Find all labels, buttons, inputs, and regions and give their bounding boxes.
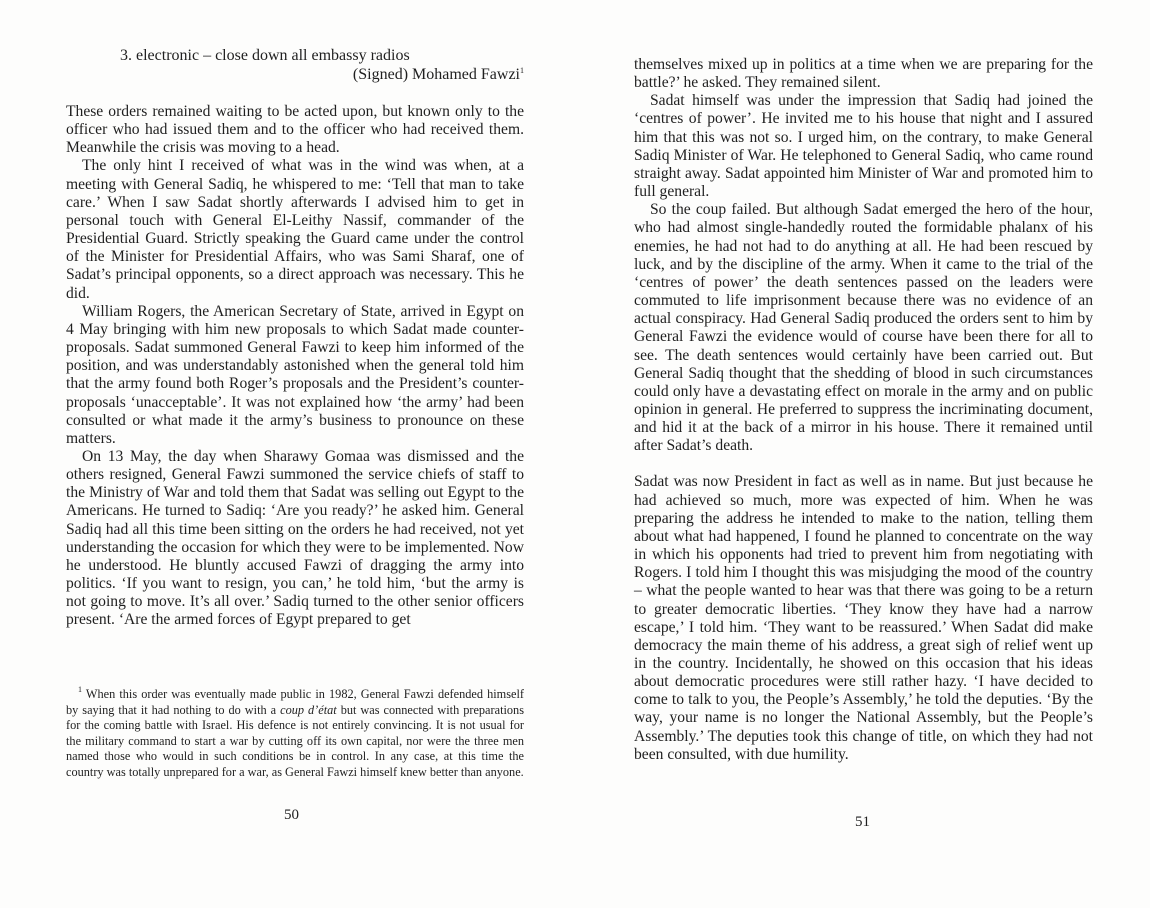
footnote-text-end: but was connected with preparations for the coming battle with Israel. His defence is not entirely convincing. It is not usual for the military command to start a war by cutting off its own capital, nor were the three men named those who would in such conditions be in control. In any case, at this time the country was totally unprepared for a war, as General Fawzi himself knew better than anyone. bbox=[66, 702, 524, 779]
footnote-text-start: When this order was eventually made public in 1982, General Fawzi defended himself by saying that it had nothing to do with a bbox=[66, 687, 524, 717]
page-number: 51 bbox=[855, 814, 870, 830]
footnote-reference: 1 bbox=[520, 66, 524, 75]
footnote bbox=[66, 687, 524, 780]
left-page-body bbox=[66, 103, 524, 630]
signature-line bbox=[353, 66, 524, 84]
right-page-body bbox=[634, 56, 1093, 764]
order-list-item: 3. electronic – close down all embassy radios bbox=[120, 47, 410, 64]
paragraph: William Rogers, the American Secretary of State, arrived in Egypt on 4 May bringing with him new proposals to which Sadat made counter-proposals. Sadat summoned General Fawzi to keep him informed of the position, and was understandably astonished when the general told him that the army found both Roger’s proposals and the President’s counter-proposals ‘unacceptable’. It was not explained how ‘the army’ had been consulted or what made it the army’s business to pronounce on these matters. bbox=[66, 302, 524, 447]
paragraph: On 13 May, the day when Sharawy Gomaa was dismissed and the others resigned, General Fawzi summoned the service chiefs of staff to the Ministry of War and told them that Sadat was selling out Egypt to the Americans. He turned to Sadiq: ‘Are you ready?’ he asked him. General Sadiq had all this time been sitting on the orders he had received, not yet understanding the occasion for which they were to be implemented. Now he understood. He bluntly accused Fawzi of dragging the army into politics. ‘If you want to resign, you can,’ he told him, ‘but the army is not going to move. It’s all over.’ Sadiq turned to the other senior officers present. ‘Are the armed forces of Egypt prepared to get bbox=[66, 447, 524, 629]
paragraph: The only hint I received of what was in the wind was when, at a meeting with General Sadiq, he whispered to me: ‘Tell that man to take care.’ When I saw Sadat shortly afterwards I advised him to get in personal touch with General El-Leithy Nassif, commander of the Presidential Guard. Strictly speaking the Guard came under the control of the Minister for Presidential Affairs, who was Sami Sharaf, one of Sadat’s principal opponents, so a direct approach was necessary. This he did. bbox=[66, 157, 524, 302]
paragraph: Sadat was now President in fact as well as in name. But just because he had achieved so much, more was expected of him. When he was preparing the address he intended to make to the nation, telling them about what had happened, I found he planned to concentrate on the way in which his opponents had tried to prevent him from negotiating with Rogers. I told him I thought this was misjudging the mood of the country – what the people wanted to hear was that there was going to be a return to greater democratic liberties. ‘They know they have had a narrow escape,’ I told him. ‘They want to be reassured.’ When Sadat did make democracy the main theme of his address, a great sigh of relief went up in the country. Incidentally, he showed on this occasion that his ideas about democratic procedures were still rather hazy. ‘I have decided to come to talk to you, the People’s Assembly,’ he told the deputies. ‘By the way, your name is no longer the National Assembly, but the People’s Assembly.’ The deputies took this change of title, on which they had not been consulted, with due humility. bbox=[634, 473, 1093, 763]
footnote-text bbox=[66, 687, 524, 780]
footnote-mark: 1 bbox=[78, 685, 82, 694]
signature-text: (Signed) Mohamed Fawzi bbox=[352, 66, 520, 83]
paragraph: Sadat himself was under the impression that Sadiq had joined the ‘centres of power’. He invited me to his house that night and I assured him that this was not so. I urged him, on the contrary, to make General Sadiq Minister of War. He telephoned to General Sadiq, who came round straight away. Sadat appointed him Minister of War and promoted him to full general. bbox=[634, 92, 1093, 201]
paragraph: So the coup failed. But although Sadat emerged the hero of the hour, who had almost single-handedly routed the formidable phalanx of his enemies, he had not had to do anything at all. He had been rescued by luck, and by the discipline of the army. When it came to the trial of the ‘centres of power’ the death sentences passed on the leaders were commuted to life imprisonment because there was no evidence of an actual conspiracy. Had General Sadiq produced the orders sent to him by General Fawzi the evidence would of course have been there for all to see. The death sentences would certainly have been carried out. But General Sadiq thought that the shedding of blood in such circumstances could only have a devastating effect on morale in the army and on public opinion in general. He preferred to suppress the incriminating document, and hid it at the back of a mirror in his house. There it remained until after Sadat’s death. bbox=[634, 201, 1093, 455]
paragraph: These orders remained waiting to be acted upon, but known only to the officer who had issued them and to the officer who had received them. Meanwhile the crisis was moving to a head. bbox=[66, 103, 524, 157]
footnote-italic-term: coup d’état bbox=[280, 702, 337, 717]
paragraph: themselves mixed up in politics at a time when we are preparing for the battle?’ he asked. They remained silent. bbox=[634, 56, 1093, 92]
page-number: 50 bbox=[284, 807, 299, 823]
